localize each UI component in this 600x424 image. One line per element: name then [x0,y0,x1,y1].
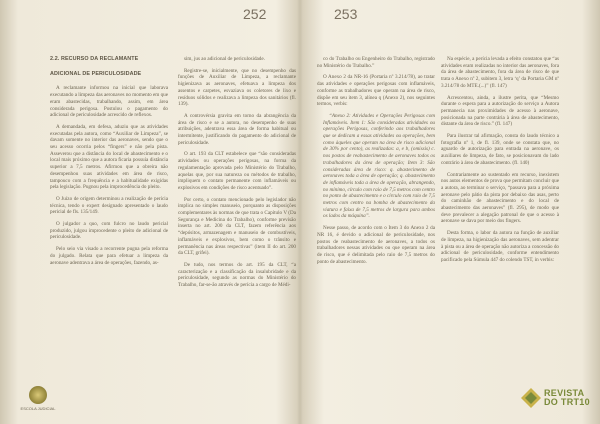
revista-mark-icon [520,387,542,409]
page-number-right: 253 [334,6,358,22]
section-heading: 2.2. RECURSO DA RECLAMANTE [50,56,139,62]
paragraph: A reclamante informou na inicial que laborava executando a limpeza das aeronaves no momento em que eram abastecidas, trabalhando, assim, em área considerada perigosa. Postulou o pagamento do adicional de periculosidade acrescido de reflexos. [50,85,168,119]
paragraph: Para ilustrar tal afirmação, consta do laudo técnico a fotografia nº 1, de fl. 139, onde se constata que, no aguardo de autorização para entrada na aeronave, os auxiliares de limpeza, de fato, se posicionavam do lado contrário à área de abastecimento. (fl. 140) [441,133,559,166]
paragraph: A controvérsia gravita em torno da abrangência da área de risco e se a autora, no desempenho de suas atribuições, adentrava essa área de forma habitual ou intermitente, justificando do pagamento do adicional de periculosidade. [178,112,296,146]
paragraph: Na espécie, a perícia levada a efeito constatou que “as atividades eram realizadas no interior das aeronaves, fora da área de abastecimento, fora da área de risco de que trata o Anexo nº 2, subitem 3, letra ‘q’ da Portaria GM nº 3.214/78 do MTE.(...)” (fl. 147) [441,56,559,89]
revista-logo-text [544,389,590,407]
paragraph: sim, jus ao adicional de periculosidade. [184,56,265,62]
revista-logo-line2: DO TRT10 [544,397,590,407]
revista-logo-line1: REVISTA [544,388,585,398]
escola-judicial-logo [18,386,58,418]
column-2 [178,56,296,294]
paragraph: O Anexo 2 da NR-16 (Portaria nº 3.214/78), ao tratar das atividades e operações perigosas com inflamáveis, conforme as trabalhadores que operam na área de risco, dispõe em seu item 3, alínea q (Anexo 2), nos seguintes termos, verbis: [317,74,435,108]
paragraph: O art. 193 da CLT estabelece que “são consideradas atividades ou operações perigosas, na forma da regulamentação aprovada pelo Ministério do Trabalho, aquelas que, por sua natureza ou métodos de trabalho, impliquem o contato permanente com inflamáveis ou explosivos em condições de risco acentuado”. [178,151,296,191]
page-number-left: 252 [243,6,267,22]
column-1 [50,56,168,271]
paragraph: O julgador a quo, com fulcro no laudo pericial produzido, julgou improcedente o pleito de adicional de periculosidade. [50,221,168,241]
paragraph: O Juízo de origem determinou a realização de perícia técnica, tendo o expert designado apresentado o laudo pericial de fls. 135/149. [50,195,168,216]
paragraph: Pelo seio via visado a recorrente pugna pela reforma do julgado. Relata que para efetuar a limpeza da aeronave adentrava a área de operações, fazendo, as- [50,246,168,266]
logo-caption: ESCOLA JUDICIAL [20,406,56,411]
paragraph: Acrescentou, ainda, a ilustre perita, que “Mesmo durante o espera para a autorização do serviço a Autora permanecia nas proximidades de acesso à aeronave, posicionada na parte contrária à área de abastecimento, distante da área de risco.” (fl. 147) [441,94,559,128]
revista-logo [520,383,590,417]
paragraph: De tudo, nos termos do art. 195 da CLT, “a caracterização e a classificação da insalubridade e da periculosidade, segundo as normas do Ministério do Trabalho, far-se-ão através de perícia a cargo de Médi- [178,261,296,289]
paragraph: A demandada, em defesa, aduziu que as atividades executadas pela autora, como “Auxiliar de Limpeza”, se davam somente no interior das aeronaves, sendo que o seu acesso ocorria pelos “fingers” e não pela pista. Asseverou que a distância do local de abastecimento e o local mais próximo que a autora ficaria possuía distância superior a 7,5 metros. Afirmou que a obreira não desempenhou suas atividades em área de risco, tampouco com a frequência e a habitualidade exigidas pela legislação. Pugnou pela improcedência do pleito. [50,123,168,191]
subsection-heading: ADICIONAL DE PERICULOSIDADE [50,70,142,77]
paragraph: Contrariamente ao sustentado em recurso, inexistem nos autos elementos de prova que permitam concluir que a autora, ao terminar o serviço, “passava para a próxima aeronave pelo pátio da pista por debaixo das asas, perto do caminhão de abastecimento e do local de abastecimento das aeronaves” (fl. 295), de modo que deve prevalecer a alegação patronal de que o acesso à aeronave se dava por meio dos fingers. [441,171,559,225]
paragraph: Registre-se, inicialmente, que no desempenho das funções de Auxiliar de Limpeza, a reclamante higienizava as aeronaves, efetuava a limpeza dos assentos e carpetes, esvaziava os coletores de lixo e resíduos sólidos e realizava a limpeza dos sanitários (fl. 139). [178,67,296,108]
paragraph: Nesse passo, de acordo com o Item 3 do Anexo 2 da NR 16, é devido o adicional de periculosidade, nos postos de reabastecimento de aeronaves, a todos os trabalhadores nessas atividades ou que operam na área de risco, que é delimitada pelo raio de 7,5 metros do ponto de abastecimento. [317,225,435,265]
emblem-icon [29,386,47,404]
paragraph: Por certo, o contato mencionado pelo legislador não implica no simples manuseio, porquanto as disposições complementares às normas de que trata o Capítulo V (Da Segurança e Medicina do Trabalho), conforme previsão inserta no art. 200 da CLT, fazem referência aos “depósitos, armazenagem e manuseio de combustíveis, inflamáveis e explosivos, bem como o trânsito e permanência nas áreas respectivas” (item II do art. 200 da CLT, grifei). [178,196,296,257]
paragraph: Desta forma, o labor da autora na função de auxiliar de limpeza, na higienização das aeronaves, sem adentrar à pista ou a área de operação não autoriza a concessão do adicional de periculosidade, conforme entendimento pacificado pela Súmula 447 do colendo TST, in verbis: [441,230,559,263]
paragraph: co do Trabalho ou Engenheiro do Trabalho, registrado no Ministério do Trabalho.” [317,56,435,69]
legal-quote: “Anexo 2: Atividades e Operações Perigosas com Inflamáveis. Item 1: São consideradas atividades ou operações Perigosas, conferindo aos trabalhadores que se dedicam a essas atividades ou operações, bem como àqueles que operam na área de risco adicional de 30% por cento), as realizadas: a, e b, (omissis) c. nos postos de reabastecimento de aeronaves todos os trabalhadores da área de operação; Item 3: São consideradas área de risco: q. abastecimento de aeronaves toda a área de operação; q. abastecimento de inflamáveis toda a área de operação, abrangendo, no mínimo, círculo com raio de 7,5 metros com centro no ponto de abastecimento e o círculo com raio de 7,5 metros com centro na bomba de abastecimento da viatura e faixa de 7,5 metros de largura para ambos os lados da máquina”. [323,112,435,220]
column-4 [441,56,559,269]
column-3 [317,56,435,270]
